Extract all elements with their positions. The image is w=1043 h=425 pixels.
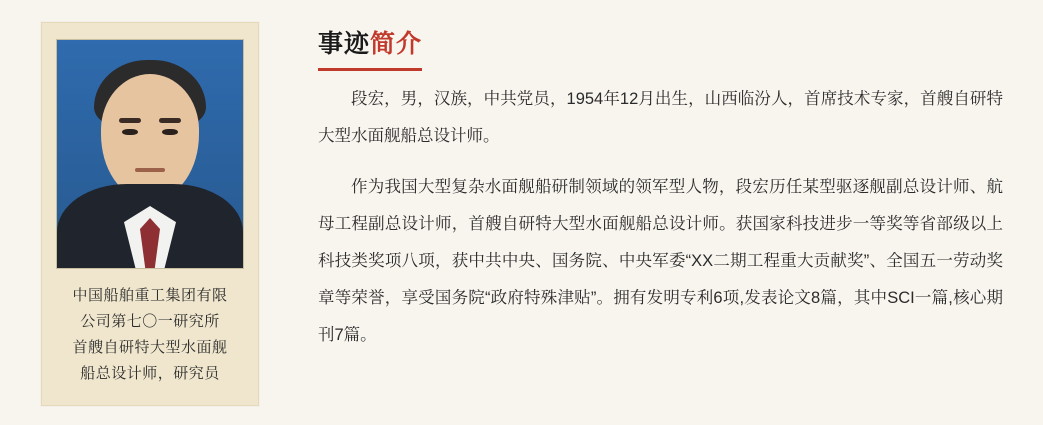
profile-caption xyxy=(56,283,244,387)
portrait-face xyxy=(101,74,199,198)
profile-column xyxy=(0,0,300,425)
portrait-brow-left xyxy=(119,118,141,123)
portrait-eye-left xyxy=(122,129,138,135)
biography-body xyxy=(318,81,1003,354)
caption-line: 中国船舶重工集团有限 xyxy=(72,287,228,304)
section-heading-part2: 简介 xyxy=(370,30,423,58)
caption-line: 公司第七〇一研究所 xyxy=(80,313,220,330)
section-heading xyxy=(318,24,422,71)
caption-line: 船总设计师，研究员 xyxy=(80,365,220,382)
caption-line: 首艘自研特大型水面舰 xyxy=(72,339,228,356)
biography-paragraph: 段宏，男，汉族，中共党员，1954年12月出生，山西临汾人，首席技术专家，首艘自研特大型水面舰船总设计师。 xyxy=(318,90,1003,145)
content-column xyxy=(300,0,1043,425)
profile-card xyxy=(41,22,259,406)
portrait-suit xyxy=(57,184,243,268)
portrait-photo xyxy=(56,39,244,269)
portrait-brow-right xyxy=(159,118,181,123)
biography-paragraph: 作为我国大型复杂水面舰船研制领域的领军型人物，段宏历任某型驱逐舰副总设计师、航母工程副总设计师，首艘自研特大型水面舰船总设计师。获国家科技进步一等奖等省部级以上科技类奖项八项，获中共中央、国务院、中央军委“XX二期工程重大贡献奖”、全国五一劳动奖章等荣誉，享受国务院“政府特殊津贴”。拥有发明专利6项,发表论文8篇，其中SCI一篇,核心期刊7篇。 xyxy=(318,178,1003,344)
section-heading-part1: 事迹 xyxy=(318,30,371,58)
portrait-mouth xyxy=(135,168,165,172)
portrait-eye-right xyxy=(162,129,178,135)
